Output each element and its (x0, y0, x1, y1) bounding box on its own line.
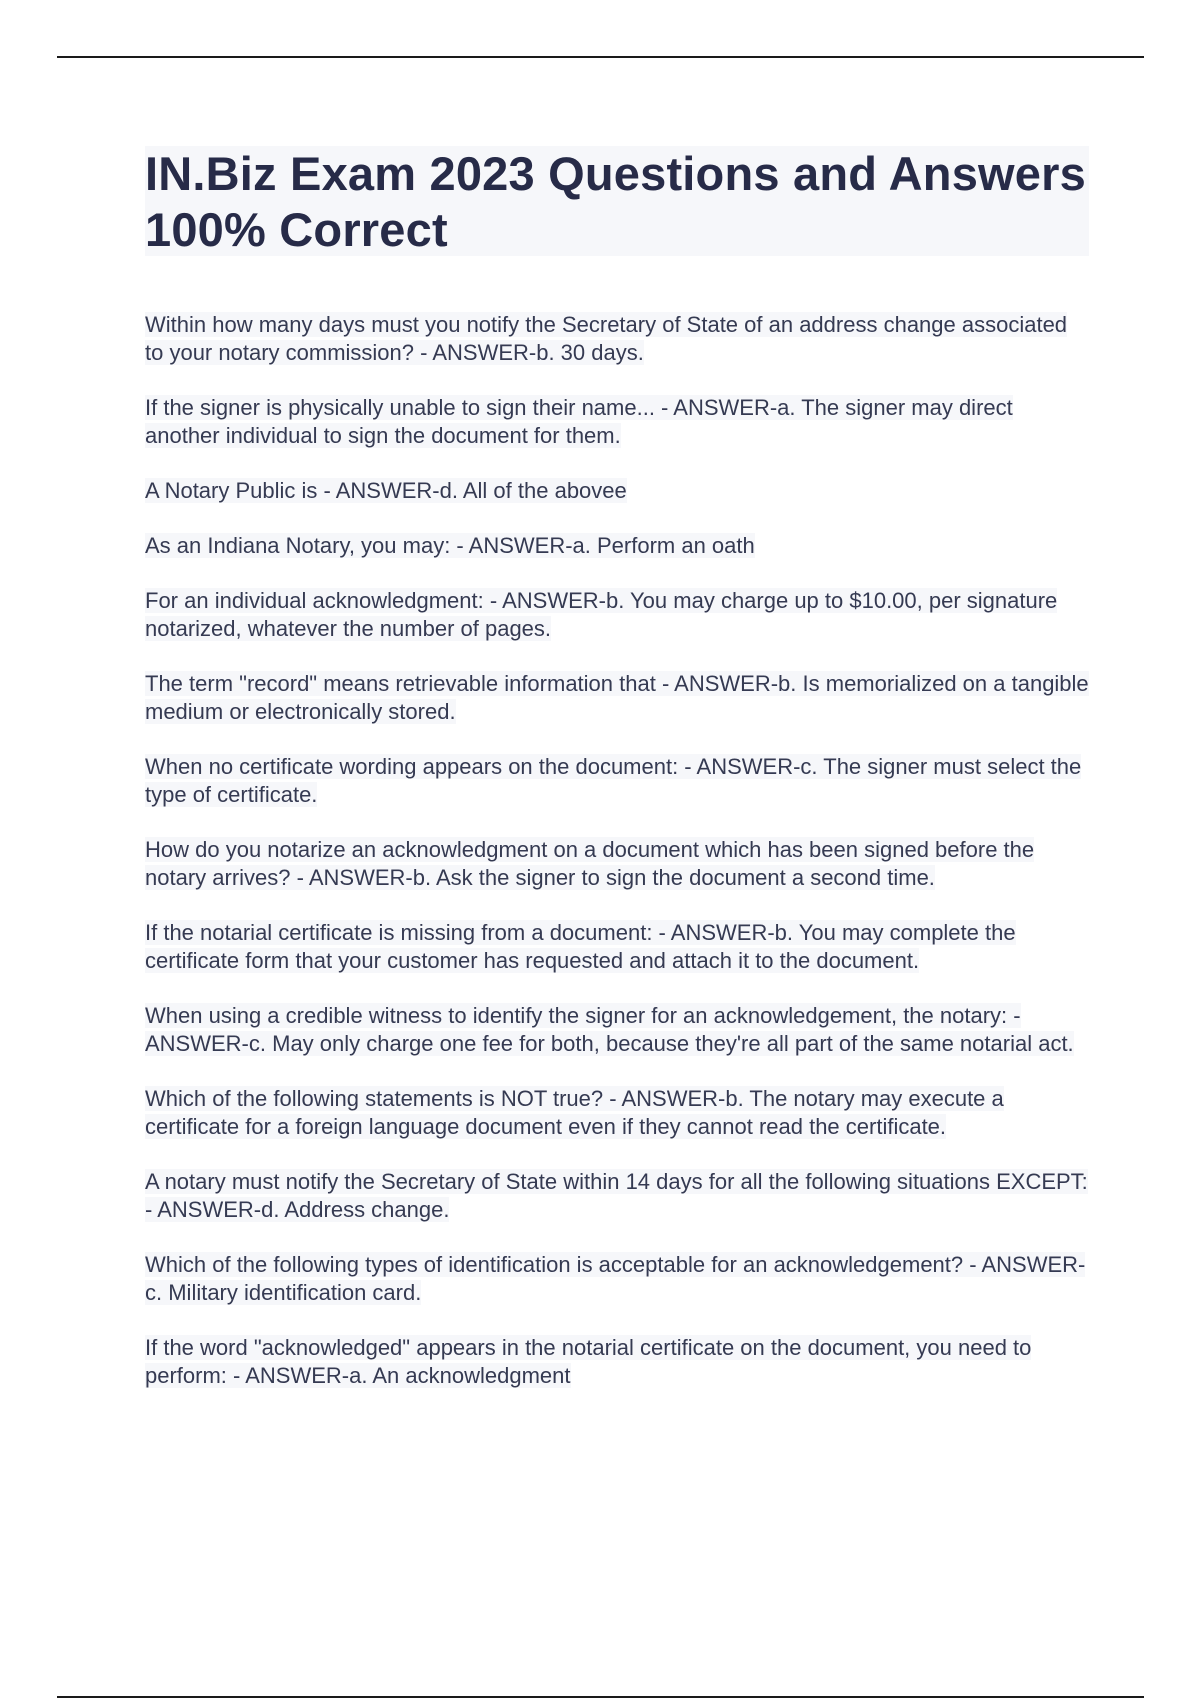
qa-text: A notary must notify the Secretary of State within 14 days for all the following situations EXCEPT: - ANSWER-d. Address change. (145, 1169, 1088, 1222)
qa-text: A Notary Public is - ANSWER-d. All of the abovee (145, 478, 627, 503)
qa-item (145, 587, 1089, 643)
qa-item (145, 1334, 1089, 1390)
qa-item (145, 919, 1089, 975)
qa-text: The term "record" means retrievable information that - ANSWER-b. Is memorialized on a tangible medium or electronically stored. (145, 671, 1089, 724)
qa-text: Which of the following statements is NOT true? - ANSWER-b. The notary may execute a certificate for a foreign language document even if they cannot read the certificate. (145, 1086, 1004, 1139)
page-top-rule (57, 56, 1144, 58)
qa-item (145, 477, 1089, 505)
qa-text: Which of the following types of identification is acceptable for an acknowledgement? - ANSWER-c. Military identification card. (145, 1252, 1086, 1305)
qa-item (145, 532, 1089, 560)
qa-item (145, 1251, 1089, 1307)
qa-text: As an Indiana Notary, you may: - ANSWER-a. Perform an oath (145, 533, 755, 558)
qa-item (145, 836, 1089, 892)
document-title: IN.Biz Exam 2023 Questions and Answers 100% Correct (145, 147, 1086, 256)
qa-text: How do you notarize an acknowledgment on a document which has been signed before the notary arrives? - ANSWER-b. Ask the signer to sign the document a second time. (145, 837, 1035, 890)
qa-text: Within how many days must you notify the Secretary of State of an address change associated to your notary commission? - ANSWER-b. 30 days. (145, 312, 1068, 365)
qa-list (145, 311, 1089, 1417)
qa-text: When using a credible witness to identify the signer for an acknowledgement, the notary: - ANSWER-c. May only charge one fee for both, because they're all part of the same notarial act. (145, 1003, 1074, 1056)
title-block (145, 146, 1089, 256)
qa-text: If the signer is physically unable to sign their name... - ANSWER-a. The signer may direct another individual to sign the document for them. (145, 395, 1013, 448)
qa-text: If the word "acknowledged" appears in the notarial certificate on the document, you need to perform: - ANSWER-a. An acknowledgment (145, 1335, 1032, 1388)
qa-item (145, 1168, 1089, 1224)
qa-text: When no certificate wording appears on the document: - ANSWER-c. The signer must select the type of certificate. (145, 754, 1082, 807)
qa-text: If the notarial certificate is missing from a document: - ANSWER-b. You may complete the certificate form that your customer has requested and attach it to the document. (145, 920, 1016, 973)
qa-item (145, 670, 1089, 726)
qa-item (145, 311, 1089, 367)
qa-item (145, 753, 1089, 809)
qa-item (145, 1085, 1089, 1141)
qa-text: For an individual acknowledgment: - ANSWER-b. You may charge up to $10.00, per signature notarized, whatever the number of pages. (145, 588, 1058, 641)
qa-item (145, 1002, 1089, 1058)
page-bottom-rule (57, 1696, 1144, 1698)
qa-item (145, 394, 1089, 450)
